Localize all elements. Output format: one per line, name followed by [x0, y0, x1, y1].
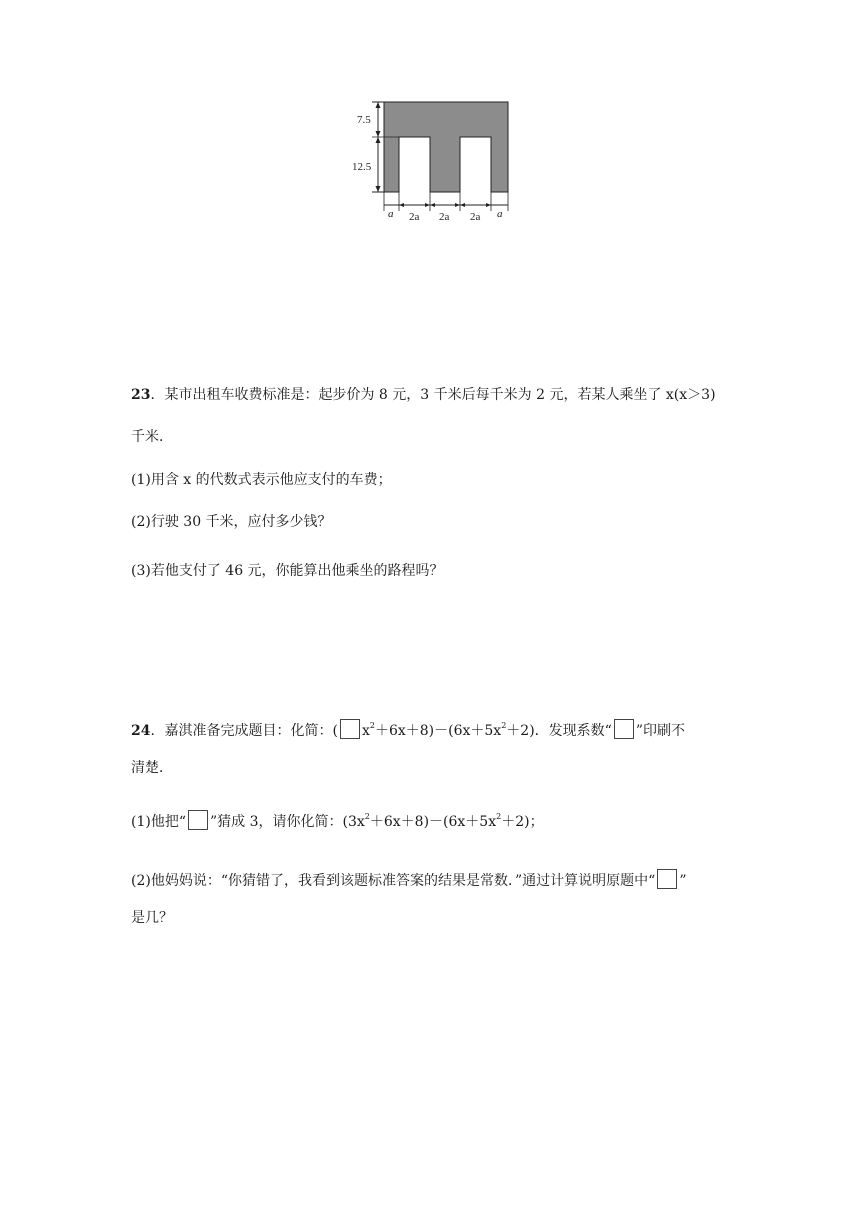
blank-box [657, 869, 677, 889]
q24-stem-part: ”印刷不 [635, 723, 685, 739]
q24-stem-part: ＋6x＋8)－(6x＋5x [374, 723, 502, 739]
q24-part1-text: (1)他把“ [131, 814, 186, 830]
superscript: 2 [369, 721, 375, 730]
superscript: 2 [501, 721, 507, 730]
q24-part2-text: (2)他妈妈说：“你猜错了，我看到该题标准答案的结果是常数．”通过计算说明原题中“ [131, 873, 656, 889]
q24-stem-line2: 清楚． [131, 760, 173, 776]
blank-box [614, 719, 634, 739]
q24-part1 [131, 810, 544, 832]
q23-number: 23 [131, 387, 151, 403]
dimension-figure [340, 95, 530, 225]
superscript: 2 [496, 812, 502, 821]
q24-part2-line1 [131, 869, 686, 891]
label-12-5: 12.5 [352, 161, 372, 173]
q23-stem-line2: 千米． [131, 429, 173, 445]
q23-stem-text: ．某市出租车收费标准是：起步价为 8 元，3 千米后每千米为 2 元，若某人乘坐了 x(x＞3) [150, 387, 716, 403]
label-2a-1: 2a [409, 211, 420, 223]
figure-svg [340, 95, 530, 225]
label-a-left: a [388, 208, 394, 220]
q24-stem-part: ＋2)．发现系数“ [506, 723, 612, 739]
q23-stem-line1 [131, 385, 716, 405]
q24-part1-text: ＋6x＋8)－(6x＋5x [369, 814, 497, 830]
q23-part3: (3)若他支付了 46 元，你能算出他乘坐的路程吗？ [131, 563, 444, 579]
q24-stem-line1 [131, 719, 685, 741]
shaded-region [384, 102, 508, 192]
q24-number: 24 [131, 723, 151, 739]
blank-box [340, 719, 360, 739]
q24-part1-text: ”猜成 3，请你化简：(3x [210, 814, 365, 830]
q24-stem-part: ．嘉淇准备完成题目：化简：( [150, 723, 338, 739]
q24-stem-part: x [361, 723, 370, 739]
blank-box [188, 810, 208, 830]
label-2a-2: 2a [439, 211, 450, 223]
label-2a-3: 2a [470, 211, 481, 223]
q24-part2-text: ” [679, 873, 687, 889]
q24-part2-line2: 是几？ [131, 910, 173, 926]
label-7-5: 7.5 [357, 114, 371, 126]
q24-part1-text: ＋2)； [501, 814, 544, 830]
label-a-right: a [497, 208, 503, 220]
superscript: 2 [364, 812, 370, 821]
q23-part2: (2)行驶 30 千米，应付多少钱？ [131, 514, 332, 530]
q23-part1: (1)用含 x 的代数式表示他应支付的车费； [131, 472, 392, 488]
